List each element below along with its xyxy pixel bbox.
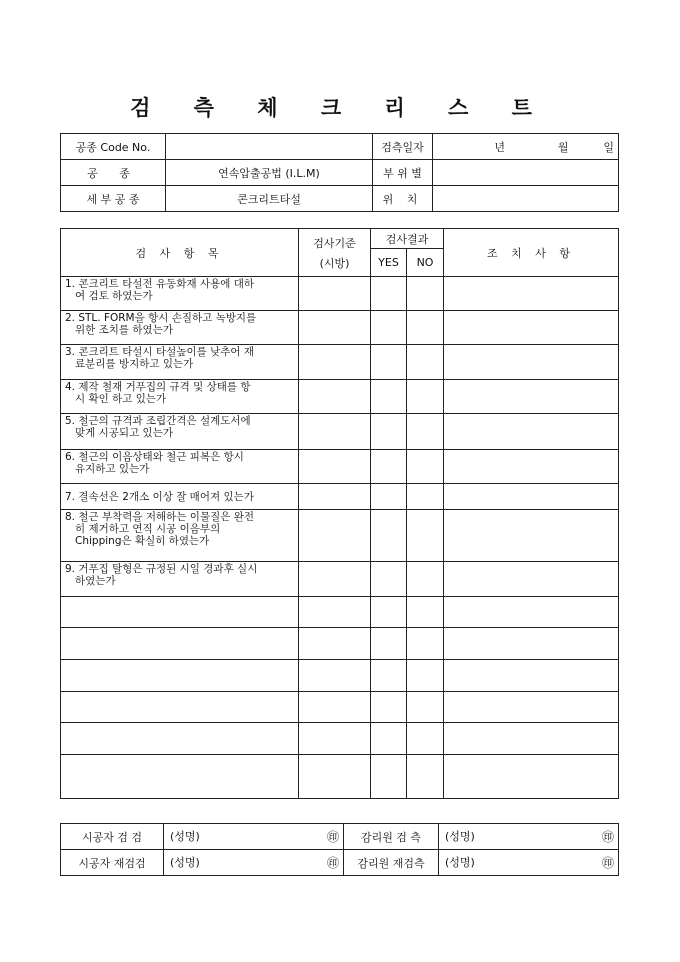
- col-item-header: 검 사 항 목: [61, 229, 299, 277]
- yes-cell[interactable]: [371, 414, 407, 450]
- standard-cell[interactable]: [299, 277, 371, 311]
- no-cell[interactable]: [407, 723, 444, 755]
- standard-cell[interactable]: [299, 692, 371, 723]
- item-cell[interactable]: [61, 723, 299, 755]
- item-cell[interactable]: [61, 755, 299, 799]
- check-item: 8. 철근 부착력을 저해하는 이물질은 완전 히 제거하고 연직 시공 이음부의 Chipping은 확실히 하였는가: [61, 510, 299, 562]
- item-cell[interactable]: [61, 628, 299, 660]
- standard-cell[interactable]: [299, 380, 371, 414]
- standard-cell[interactable]: [299, 723, 371, 755]
- table-row: [61, 510, 619, 562]
- standard-cell[interactable]: [299, 597, 371, 628]
- action-cell[interactable]: [444, 692, 619, 723]
- action-cell[interactable]: [444, 277, 619, 311]
- yes-cell[interactable]: [371, 450, 407, 484]
- contractor-reinspect-signature[interactable]: [164, 850, 344, 876]
- location-label: 위 치: [373, 186, 433, 212]
- supervisor-reinspect-signature[interactable]: [439, 850, 619, 876]
- checklist-table: [60, 228, 619, 799]
- name-label: (성명): [445, 856, 475, 869]
- empty-row: [61, 660, 619, 692]
- yes-cell[interactable]: [371, 484, 407, 510]
- no-cell[interactable]: [407, 562, 444, 597]
- check-item: 3. 콘크리트 타설시 타설높이를 낮추어 재 료분리를 방지하고 있는가: [61, 345, 299, 380]
- date-year: 년: [494, 140, 505, 154]
- action-cell[interactable]: [444, 311, 619, 345]
- table-row: [61, 414, 619, 450]
- part-value-field[interactable]: [433, 160, 619, 186]
- table-row: [61, 562, 619, 597]
- action-cell[interactable]: [444, 450, 619, 484]
- table-row: [61, 311, 619, 345]
- action-cell[interactable]: [444, 660, 619, 692]
- action-cell[interactable]: [444, 345, 619, 380]
- standard-cell[interactable]: [299, 510, 371, 562]
- code-label: 공종 Code No.: [61, 134, 166, 160]
- standard-cell[interactable]: [299, 755, 371, 799]
- no-cell[interactable]: [407, 277, 444, 311]
- yes-cell[interactable]: [371, 660, 407, 692]
- check-item: 6. 철근의 이음상태와 철근 피복은 항시 유지하고 있는가: [61, 450, 299, 484]
- yes-cell[interactable]: [371, 311, 407, 345]
- supervisor-inspect-label: 감리원 검 측: [344, 824, 439, 850]
- location-value-field[interactable]: [433, 186, 619, 212]
- table-row: [61, 484, 619, 510]
- col-yes-header: YES: [371, 249, 407, 277]
- no-cell[interactable]: [407, 510, 444, 562]
- action-cell[interactable]: [444, 510, 619, 562]
- col-standard-line2: (시방): [319, 256, 350, 270]
- date-field[interactable]: [433, 134, 619, 160]
- empty-row: [61, 755, 619, 799]
- yes-cell[interactable]: [371, 510, 407, 562]
- no-cell[interactable]: [407, 414, 444, 450]
- contractor-inspect-label: 시공자 검 검: [61, 824, 164, 850]
- col-no-header: NO: [407, 249, 444, 277]
- standard-cell[interactable]: [299, 450, 371, 484]
- table-row: [61, 345, 619, 380]
- standard-cell[interactable]: [299, 484, 371, 510]
- sub-work-label: 세 부 공 종: [61, 186, 166, 212]
- action-cell[interactable]: [444, 562, 619, 597]
- yes-cell[interactable]: [371, 597, 407, 628]
- action-cell[interactable]: [444, 755, 619, 799]
- empty-row: [61, 692, 619, 723]
- seal-icon: ㊞: [601, 856, 614, 870]
- table-row: [61, 450, 619, 484]
- standard-cell[interactable]: [299, 345, 371, 380]
- page-title: 검 측 체 크 리 스 트: [130, 95, 550, 120]
- no-cell[interactable]: [407, 597, 444, 628]
- seal-icon: ㊞: [326, 830, 339, 844]
- table-row: [61, 277, 619, 311]
- no-cell[interactable]: [407, 692, 444, 723]
- seal-icon: ㊞: [601, 830, 614, 844]
- item-cell[interactable]: [61, 692, 299, 723]
- action-cell[interactable]: [444, 484, 619, 510]
- col-result-header: 검사결과: [371, 229, 444, 249]
- col-standard-header: [299, 229, 371, 277]
- yes-cell[interactable]: [371, 723, 407, 755]
- contractor-reinspect-label: 시공자 재검검: [61, 850, 164, 876]
- item-cell[interactable]: [61, 597, 299, 628]
- supervisor-inspect-signature[interactable]: [439, 824, 619, 850]
- no-cell[interactable]: [407, 380, 444, 414]
- check-item: 5. 철근의 규격과 조립간격은 설계도서에 맞게 시공되고 있는가: [61, 414, 299, 450]
- yes-cell[interactable]: [371, 380, 407, 414]
- empty-row: [61, 597, 619, 628]
- standard-cell[interactable]: [299, 311, 371, 345]
- action-cell[interactable]: [444, 597, 619, 628]
- no-cell[interactable]: [407, 311, 444, 345]
- col-standard-line1: 검사기준: [313, 236, 356, 250]
- seal-icon: ㊞: [326, 856, 339, 870]
- name-label: (성명): [445, 830, 475, 843]
- name-label: (성명): [170, 830, 200, 843]
- contractor-inspect-signature[interactable]: [164, 824, 344, 850]
- sub-work-value[interactable]: 콘크리트타설: [166, 186, 373, 212]
- part-label: 부 위 별: [373, 160, 433, 186]
- header-table: [60, 133, 619, 212]
- standard-cell[interactable]: [299, 628, 371, 660]
- check-item: 4. 제작 철재 거푸집의 규격 및 상태를 항 시 확인 하고 있는가: [61, 380, 299, 414]
- empty-row: [61, 723, 619, 755]
- standard-cell[interactable]: [299, 414, 371, 450]
- no-cell[interactable]: [407, 484, 444, 510]
- action-cell[interactable]: [444, 380, 619, 414]
- action-cell[interactable]: [444, 628, 619, 660]
- check-item: 2. STL. FORM을 항시 손질하고 녹방지를 위한 조치를 하였는가: [61, 311, 299, 345]
- yes-cell[interactable]: [371, 277, 407, 311]
- check-item: 7. 결속선은 2개소 이상 잘 매어져 있는가: [61, 484, 299, 510]
- action-cell[interactable]: [444, 723, 619, 755]
- no-cell[interactable]: [407, 660, 444, 692]
- name-label: (성명): [170, 856, 200, 869]
- no-cell[interactable]: [407, 345, 444, 380]
- table-row: [61, 380, 619, 414]
- item-cell[interactable]: [61, 660, 299, 692]
- empty-row: [61, 628, 619, 660]
- date-day: 일: [603, 140, 614, 154]
- action-cell[interactable]: [444, 414, 619, 450]
- code-value-field[interactable]: [166, 134, 373, 160]
- check-item: 9. 거푸집 탈형은 규정된 시일 경과후 실시 하였는가: [61, 562, 299, 597]
- no-cell[interactable]: [407, 755, 444, 799]
- supervisor-reinspect-label: 감리원 재검측: [344, 850, 439, 876]
- no-cell[interactable]: [407, 450, 444, 484]
- work-value[interactable]: 연속압출공법 (I.L.M): [166, 160, 373, 186]
- col-action-header: 조 치 사 항: [444, 229, 619, 277]
- signature-table: [60, 823, 619, 876]
- date-label: 검측일자: [373, 134, 433, 160]
- date-month: 월: [557, 140, 569, 154]
- standard-cell[interactable]: [299, 660, 371, 692]
- yes-cell[interactable]: [371, 345, 407, 380]
- yes-cell[interactable]: [371, 562, 407, 597]
- check-item: 1. 콘크리트 타설전 유동화재 사용에 대하 여 검토 하였는가: [61, 277, 299, 311]
- no-cell[interactable]: [407, 628, 444, 660]
- standard-cell[interactable]: [299, 562, 371, 597]
- yes-cell[interactable]: [371, 755, 407, 799]
- yes-cell[interactable]: [371, 692, 407, 723]
- yes-cell[interactable]: [371, 628, 407, 660]
- work-label: 공 종: [61, 160, 166, 186]
